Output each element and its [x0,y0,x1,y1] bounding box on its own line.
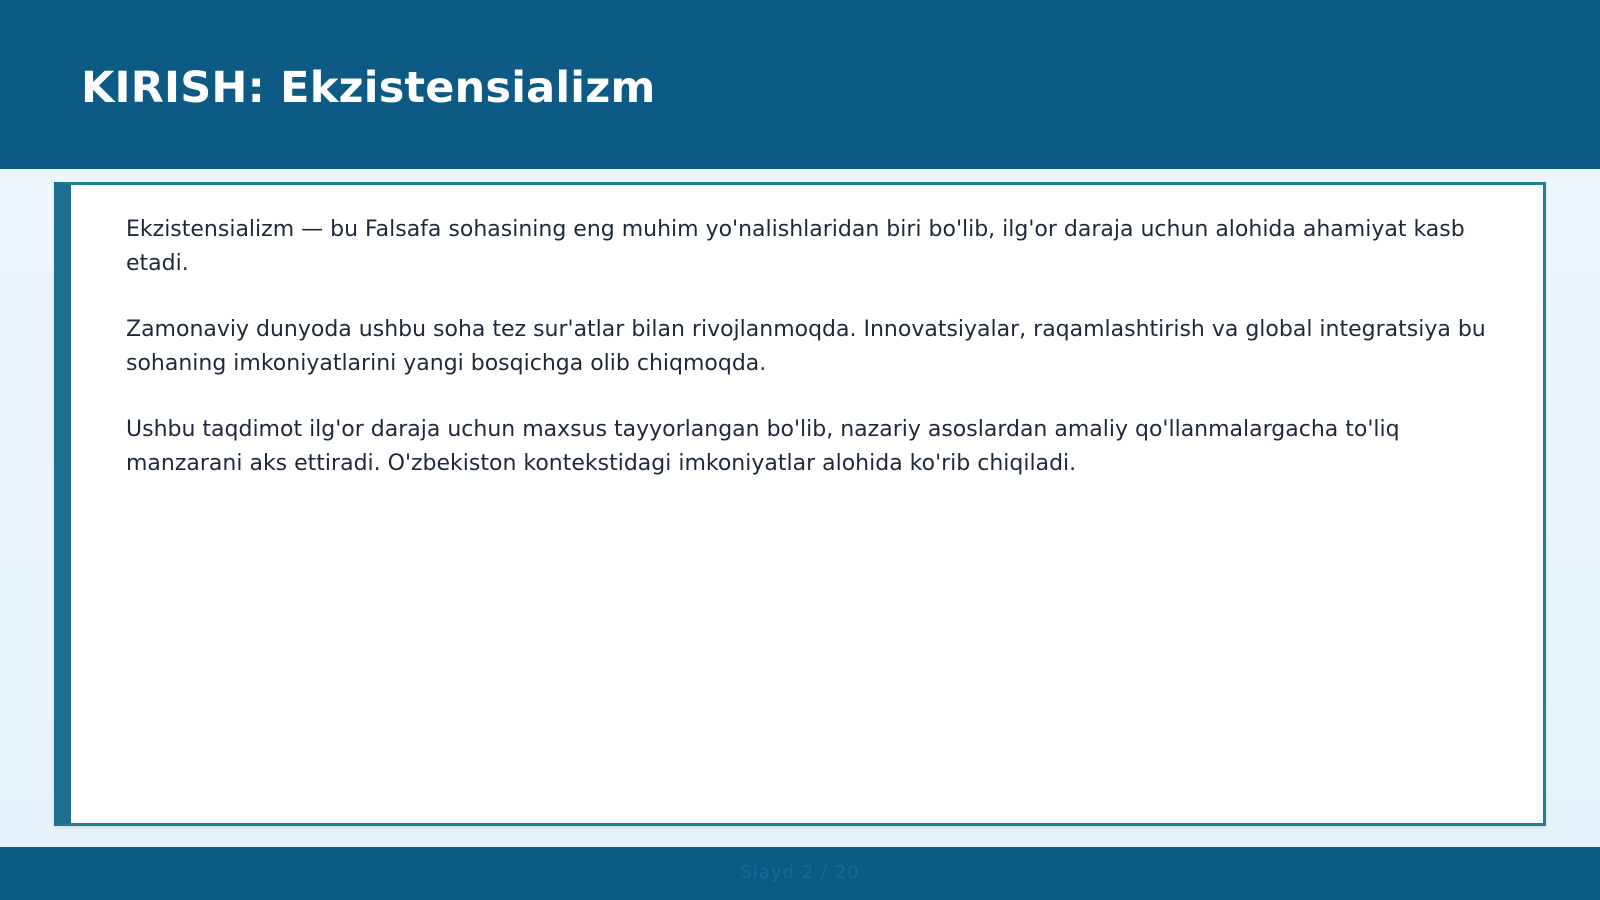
paragraph-intro: Ekzistensializm — bu Falsafa sohasining eng muhim yo'nalishlaridan biri bo'lib, ilg'or daraja uchun alohida ahamiyat kasb etadi. [126,217,1465,276]
slide-title: KIRISH: Ekzistensializm [81,63,656,113]
slide-header [0,0,1600,169]
content-card [54,182,1546,826]
card-body [126,213,1496,513]
paragraph-presentation-purpose: Ushbu taqdimot ilg'or daraja uchun maxsus tayyorlangan bo'lib, nazariy asoslardan amaliy qo'llanmalargacha to'liq manzarani aks ettiradi. O'zbekiston kontekstidagi imkoniyatlar alohida ko'rib chiqiladi. [126,417,1400,476]
paragraph-modern-world: Zamonaviy dunyoda ushbu soha tez sur'atlar bilan rivojlanmoqda. Innovatsiyalar, raqamlashtirish va global integratsiya bu sohaning imkoniyatlarini yangi bosqichga olib chiqmoqda. [126,317,1486,376]
slide-footer [0,847,1600,900]
slide-number: Slayd 2 / 20 [740,862,860,883]
